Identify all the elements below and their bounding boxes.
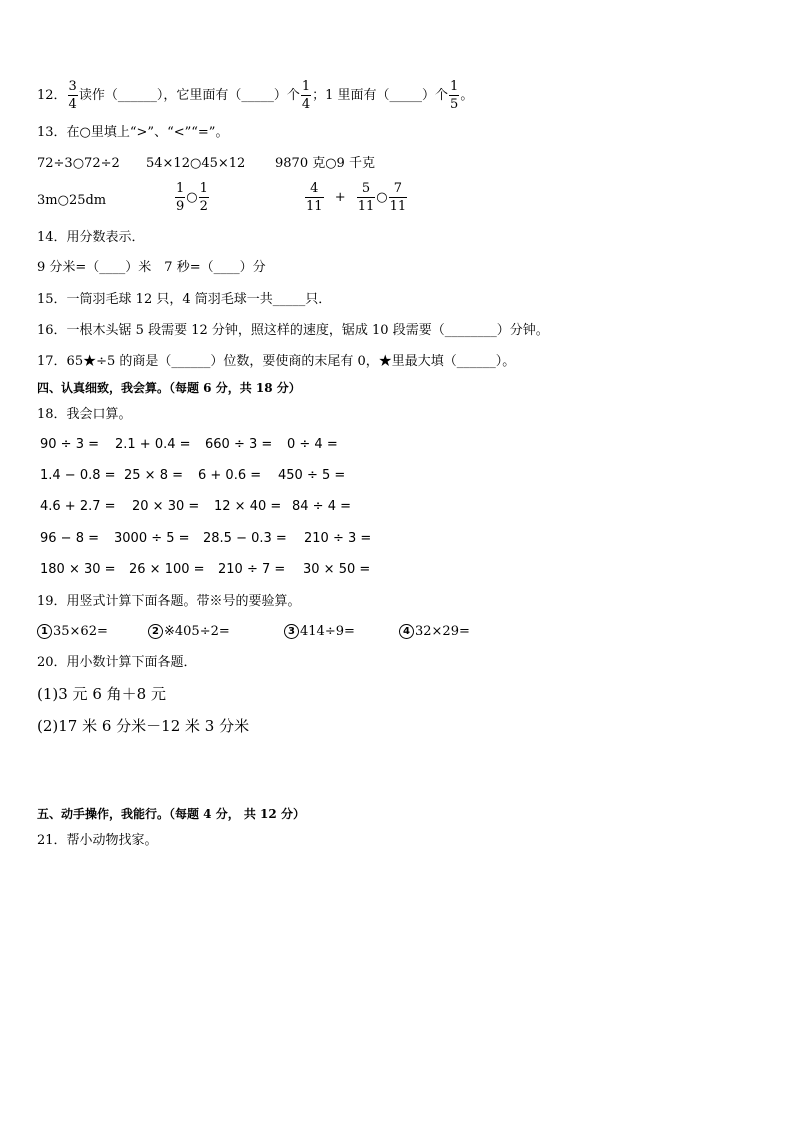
calc-item: 210 ÷ 3 = [304, 531, 372, 546]
question-20-part-1: (1)3 元 6 角＋8 元 [37, 685, 166, 703]
q13-compare-2: 54×12○45×12 [146, 156, 246, 171]
q13-compare-4: 3m○25dm [37, 193, 107, 208]
calc-item: 1.4 − 0.8 = [40, 468, 116, 483]
fraction-three-quarters: $\frac{3}{4}$ [68, 79, 77, 112]
calc-item: 2.1 + 0.4 = [115, 437, 191, 452]
calc-item: 28.5 − 0.3 = [203, 531, 287, 546]
q19-item-1: 1 35×62= [37, 623, 108, 641]
q13-compare-1: 72÷3○72÷2 [37, 156, 120, 171]
fraction-one-quarter: $\frac{1}{4}$ [301, 79, 311, 112]
calc-item: 4.6 + 2.7 = [40, 499, 116, 514]
q13-compare-3: 9870 克○9 千克 [275, 156, 375, 171]
q19-item-4: 4 32×29= [399, 623, 470, 641]
calc-item: 210 ÷ 7 = [218, 562, 286, 577]
q13-compare-5: $\frac{1}{9}$ ○ $\frac{1}{2}$ [176, 181, 208, 214]
calc-item: 96 − 8 = [40, 531, 99, 546]
q19-item-3: 3 414÷9= [284, 623, 355, 641]
question-20-title: 20．用小数计算下面各题． [37, 655, 197, 670]
question-20-part-2: (2)17 米 6 分米－12 米 3 分米 [37, 717, 250, 735]
calc-item: 3000 ÷ 5 = [114, 531, 190, 546]
calc-item: 26 × 100 = [129, 562, 205, 577]
calc-item: 25 × 8 = [124, 468, 183, 483]
calc-item: 660 ÷ 3 = [205, 437, 273, 452]
question-16: 16．一根木头锯 5 段需要 12 分钟，照这样的速度，锯成 10 段需要（________）分钟。 [37, 323, 549, 338]
calc-item: 20 × 30 = [132, 499, 200, 514]
question-14-line: 9 分米=（____）米 7 秒=（____）分 [37, 260, 266, 275]
question-21: 21．帮小动物找家。 [37, 833, 158, 848]
question-14-title: 14．用分数表示． [37, 230, 145, 245]
q19-item-2: 2 ※405÷2= [148, 623, 230, 641]
section-4-heading: 四、认真细致，我会算。（每题 6 分，共 18 分） [37, 381, 301, 395]
question-18-title: 18．我会口算。 [37, 407, 132, 422]
calc-item: 12 × 40 = [214, 499, 282, 514]
calc-item: 6 + 0.6 = [198, 468, 262, 483]
calc-item: 0 ÷ 4 = [287, 437, 338, 452]
question-12: 12． $\frac{3}{4}$ 读作（______），它里面有（_____）个 $\frac{1}{4}$ ；1 里面有（_____）个 $\frac{1}{5}$ 。 [37, 79, 474, 112]
fraction-one-fifth: $\frac{1}{5}$ [450, 79, 459, 112]
calc-item: 30 × 50 = [303, 562, 371, 577]
q13-compare-6: $\frac{4}{11}$ + $\frac{5}{11}$ ○ $\frac{7}{11}$ [306, 181, 407, 214]
question-15: 15．一筒羽毛球 12 只，4 筒羽毛球一共_____只． [37, 292, 332, 307]
section-5-heading: 五、动手操作，我能行。（每题 4 分， 共 12 分） [37, 807, 305, 821]
calc-item: 90 ÷ 3 = [40, 437, 99, 452]
question-19-title: 19．用竖式计算下面各题。带※号的要验算。 [37, 594, 301, 609]
question-13-title: 13．在○里填上“>”、“<”“=”。 [37, 125, 229, 140]
question-17: 17．65★÷5 的商是（______）位数，要使商的末尾有 0，★里最大填（______）。 [37, 354, 516, 369]
calc-item: 180 × 30 = [40, 562, 116, 577]
calc-item: 84 ÷ 4 = [292, 499, 351, 514]
calc-item: 450 ÷ 5 = [278, 468, 346, 483]
